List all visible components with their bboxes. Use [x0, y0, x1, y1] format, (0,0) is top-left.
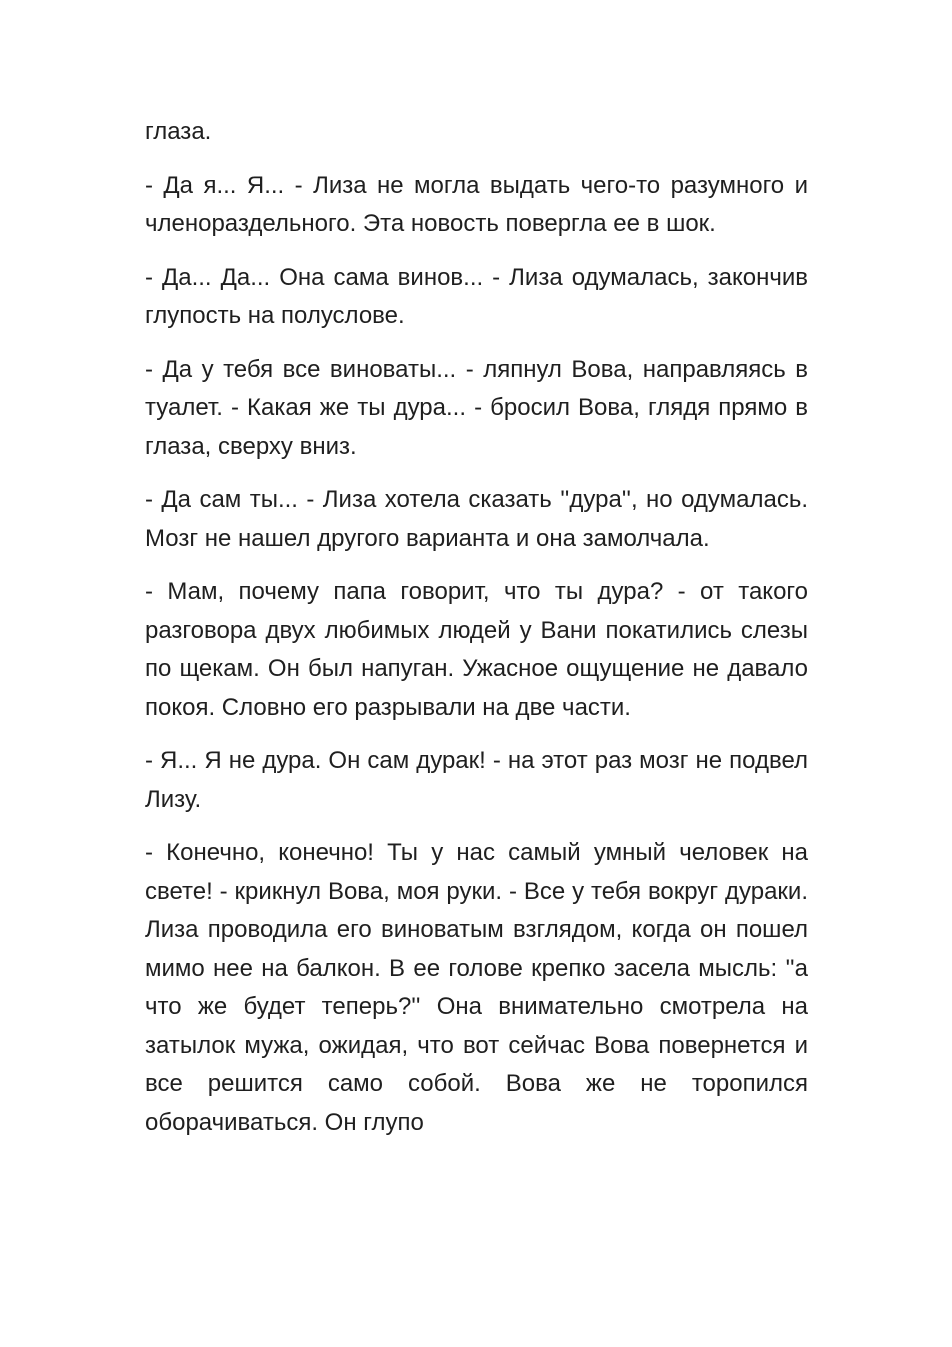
paragraph-7: - Я... Я не дура. Он сам дурак! - на этот раз мозг не подвел Лизу. [145, 747, 808, 813]
paragraph-6: - Мам, почему папа говорит, что ты дура? - от такого разговора двух любимых людей у Вани покатились слезы по щекам. Он был напуган. Ужасное ощущение не давало покоя. Словно его разрывали на две части. [145, 578, 808, 721]
paragraph-5: - Да сам ты... - Лиза хотела сказать ''дура'', но одумалась. Мозг не нашел другого варианта и она замолчала. [145, 486, 808, 552]
paragraph-3: - Да... Да... Она сама винов... - Лиза одумалась, закончив глупость на полуслове. [145, 263, 808, 329]
paragraph-2: - Да я... Я... - Лиза не могла выдать чего-то разумного и членораздельного. Эта новость повергла ее в шок. [145, 171, 808, 237]
paragraph-4: - Да у тебя все виноваты... - ляпнул Вова, направляясь в туалет. - Какая же ты дура... - бросил Вова, глядя прямо в глаза, сверху вниз. [145, 355, 808, 460]
paragraph-8: - Конечно, конечно! Ты у нас самый умный человек на свете! - крикнул Вова, моя руки. - Все у тебя вокруг дураки. Лиза проводила его виноватым взглядом, когда он пошел мимо нее на балкон. В ее голове крепко засела мысль: ''а что же будет теперь?'' Она внимательно смотрела на затылок мужа, ожидая, что вот сейчас Вова повернется и все решится само собой. Вова же не торопился оборачиваться. Он глупо [145, 839, 808, 1136]
paragraph-1: глаза. [145, 118, 212, 145]
document-page [145, 113, 808, 1157]
